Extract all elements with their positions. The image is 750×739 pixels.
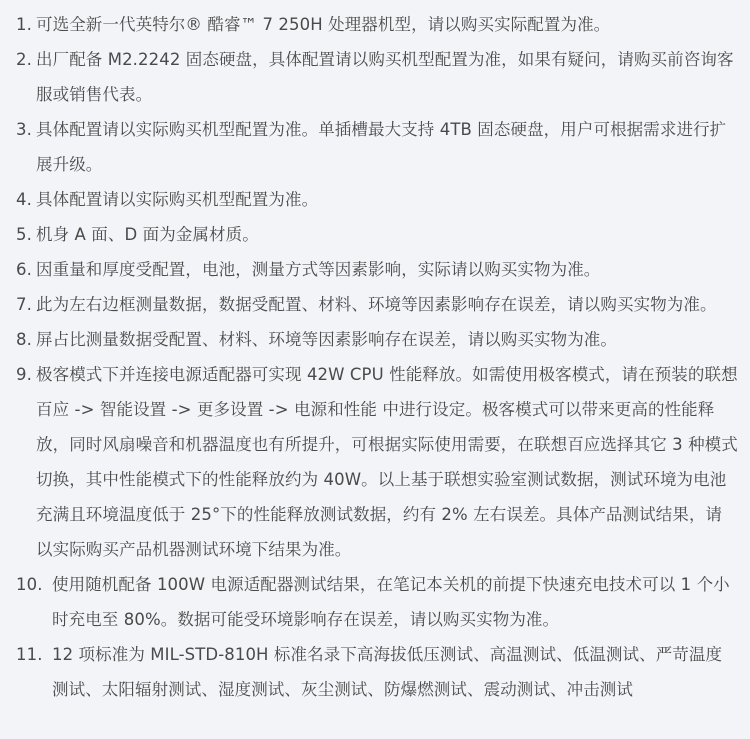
footnote-text: 使用随机配备 100W 电源适配器测试结果，在笔记本关机的前提下快速充电技术可以 1 个小时充电至 80%。数据可能受环境影响存在误差，请以购买实物为准。 [52, 575, 730, 629]
footnote-number: 11. [16, 645, 43, 664]
footnote-number: 2. [16, 50, 32, 69]
footnote-text: 出厂配备 M2.2242 固态硬盘，具体配置请以购买机型配置为准，如果有疑问，请购买前咨询客服或销售代表。 [36, 50, 734, 104]
footnote-item [16, 7, 738, 42]
footnote-item [16, 252, 738, 287]
footnote-number: 9. [16, 365, 32, 384]
footnote-item [16, 42, 738, 112]
footnote-text: 具体配置请以实际购买机型配置为准。 [36, 190, 319, 209]
footnote-item [16, 322, 738, 357]
footnote-item [16, 637, 738, 707]
footnote-text: 具体配置请以实际购买机型配置为准。单插槽最大支持 4TB 固态硬盘，用户可根据需求进行扩展升级。 [36, 120, 727, 174]
footnote-text: 可选全新一代英特尔® 酷睿™ 7 250H 处理器机型，请以购买实际配置为准。 [36, 15, 611, 34]
footnote-number: 3. [16, 120, 32, 139]
footnote-number: 10. [16, 575, 43, 594]
footnote-text: 12 项标准为 MIL-STD-810H 标准名录下高海拔低压测试、高温测试、低温测试、严苛温度测试、太阳辐射测试、湿度测试、灰尘测试、防爆燃测试、震动测试、冲击测试 [52, 645, 723, 699]
footnote-item [16, 112, 738, 182]
footnote-number: 8. [16, 330, 32, 349]
footnote-text: 极客模式下并连接电源适配器可实现 42W CPU 性能释放。如需使用极客模式，请在预装的联想百应 -> 智能设置 -> 更多设置 -> 电源和性能 中进行设定。极客模式可以带来更高的性能释放，同时风扇噪音和机器温度也有所提升，可根据实际使用需要，在联想百应选择其它 3 种模式切换，其中性能模式下的性能释放约为 40W。以上基于联想实验室测试数据，测试环境为电池充满且环境温度低于 25°下的性能释放测试数据，约有 2% 左右误差。具体产品测试结果，请以实际购买产品机器测试环境下结果为准。 [36, 365, 738, 559]
footnote-item [16, 217, 738, 252]
footnote-number: 1. [16, 15, 32, 34]
footnote-item [16, 287, 738, 322]
footnote-item [16, 357, 738, 567]
footnote-number: 5. [16, 225, 32, 244]
footnote-item [16, 182, 738, 217]
footnote-number: 6. [16, 260, 32, 279]
footnote-number: 4. [16, 190, 32, 209]
footnote-number: 7. [16, 295, 32, 314]
footnote-text: 屏占比测量数据受配置、材料、环境等因素影响存在误差，请以购买实物为准。 [36, 330, 617, 349]
footnotes-list [16, 7, 738, 707]
footnote-text: 此为左右边框测量数据，数据受配置、材料、环境等因素影响存在误差，请以购买实物为准。 [36, 295, 717, 314]
footnote-text: 因重量和厚度受配置，电池，测量方式等因素影响，实际请以购买实物为准。 [36, 260, 601, 279]
footnote-text: 机身 A 面、D 面为金属材质。 [36, 225, 259, 244]
footnote-item [16, 567, 738, 637]
